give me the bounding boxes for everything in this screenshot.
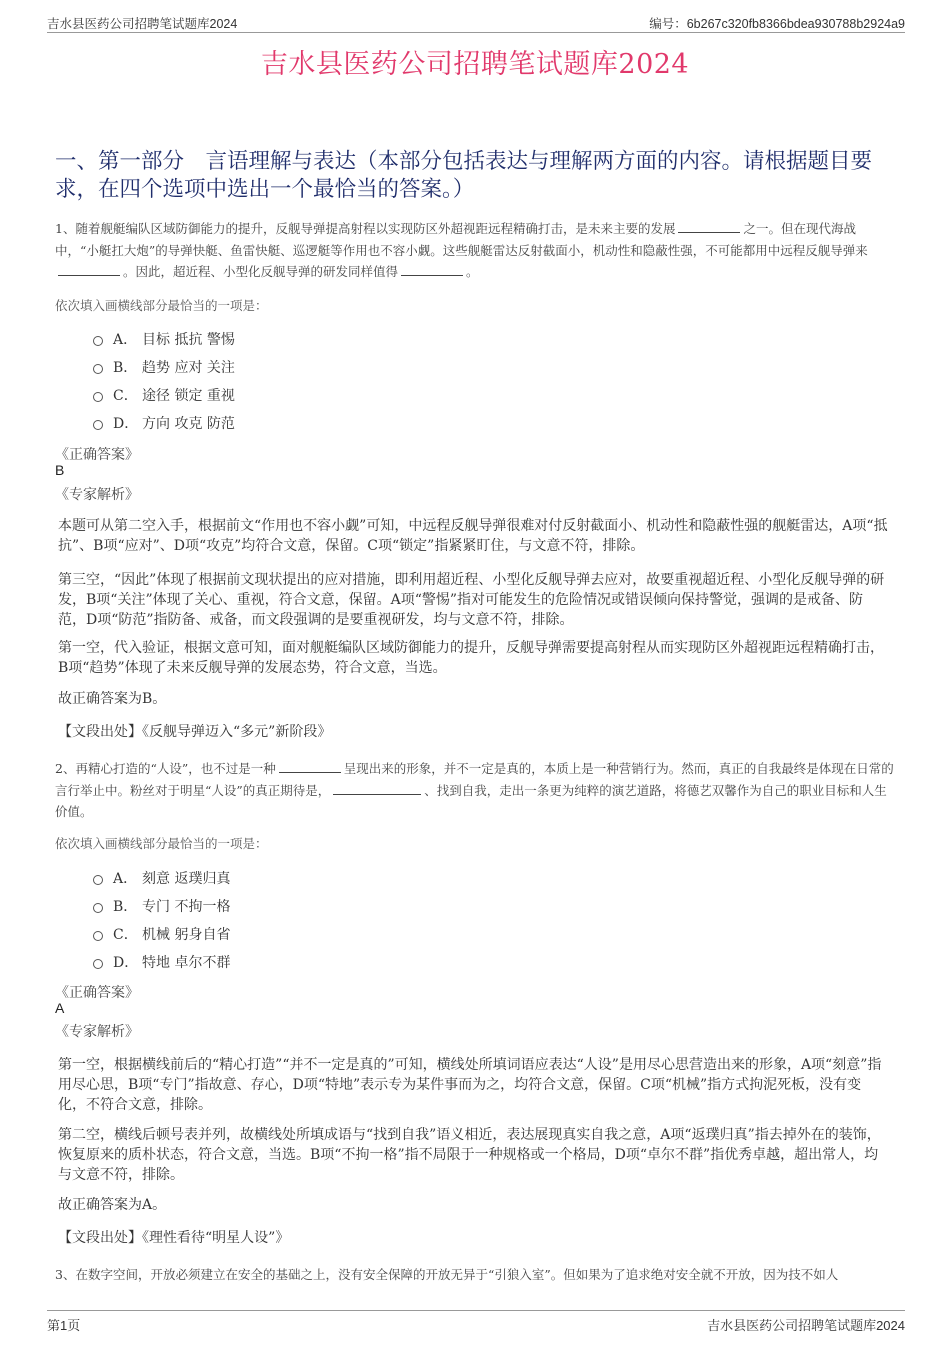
radio-icon[interactable] bbox=[93, 392, 103, 402]
q2-prompt: 依次填入画横线部分最恰当的一项是： bbox=[55, 836, 268, 851]
q2-analysis-label: 《专家解析》 bbox=[55, 1024, 139, 1040]
q2-part3: 、找到自我，走出一条更为纯粹的演艺道路，将德艺双馨作为自己的职业目标和人生价值。 bbox=[55, 782, 887, 819]
question-1-text bbox=[55, 218, 898, 283]
question-2-text bbox=[55, 758, 898, 823]
q2-analysis-para-2: 第二空，横线后顿号表并列，故横线处所填成语与“找到自我”语义相近，表达展现真实自我之意，A项“返璞归真”指去掉外在的装饰，恢复原来的质朴状态，符合文意，当选。B项“不拘一格”指不局限于一种规格或一个格局，D项“卓尔不群”指优秀卓越，超出常人，均与文意不符，排除。 bbox=[58, 1127, 881, 1183]
question-3-text: 3、在数字空间，开放必须建立在安全的基础之上，没有安全保障的开放无异于“引狼入室”。但如果为了追求绝对安全就不开放，因为技不如人 bbox=[55, 1267, 839, 1282]
q2-option-a[interactable]: A． 刻意 返璞归真 bbox=[93, 864, 230, 892]
q1-blank-3 bbox=[401, 263, 463, 276]
radio-icon[interactable] bbox=[93, 420, 103, 430]
q2-blank-1 bbox=[279, 760, 341, 773]
q2-options bbox=[93, 864, 230, 976]
header-left: 吉水县医药公司招聘笔试题库2024 bbox=[47, 17, 238, 31]
q1-options bbox=[93, 325, 235, 437]
q1-blank-2 bbox=[58, 263, 120, 276]
radio-icon[interactable] bbox=[93, 875, 103, 885]
page-header bbox=[47, 14, 905, 33]
page-number: 第1页 bbox=[47, 1318, 81, 1333]
q2-answer: A bbox=[55, 1000, 65, 1016]
radio-icon[interactable] bbox=[93, 931, 103, 941]
q1-answer: B bbox=[55, 462, 65, 478]
q1-part1: 1、随着舰艇编队区域防御能力的提升，反舰导弹提高射程以实现防区外超视距远程精确打击，是未来主要的发展 bbox=[55, 221, 676, 236]
radio-icon[interactable] bbox=[93, 364, 103, 374]
q2-source: 【文段出处】《理性看待“明星人设”》 bbox=[58, 1230, 290, 1246]
header-doc-id: 编号：6b267c320fb8366bdea930788b2924a9 bbox=[649, 17, 905, 31]
q1-analysis-para-2: 第三空，“因此”体现了根据前文现状提出的应对措施，即利用超近程、小型化反舰导弹去应对，故要重视超近程、小型化反舰导弹的研发，B项“关注”体现了关心、重视，符合文意，保留。A项“警惕”指对可能发生的危险情况或错误倾向保持警觉，强调的是戒备、防范，D项“防范”指防备、戒备，而文段强调的是要重视研发，均与文意不符，排除。 bbox=[58, 572, 885, 628]
q2-analysis-para-1: 第一空，根据横线前后的“精心打造”“并不一定是真的”可知，横线处所填词语应表达“人设”是用尽心思营造出来的形象，A项“刻意”指用尽心思，B项“专门”指故意、存心，D项“特地”表示专为某件事而为之，均符合文意，保留。C项“机械”指方式拘泥死板，没有变化，不符合文意，排除。 bbox=[58, 1057, 882, 1113]
radio-icon[interactable] bbox=[93, 959, 103, 969]
q2-answer-label: 《正确答案》 bbox=[55, 985, 139, 1001]
q1-option-c[interactable]: C． 途径 锁定 重视 bbox=[93, 381, 235, 409]
radio-icon[interactable] bbox=[93, 903, 103, 913]
q1-part2: 之一。但在现代海战中，“小艇扛大炮”的导弹快艇、鱼雷快艇、巡逻艇等作用也不容小觑。这些舰艇雷达反射截面小，机动性和隐蔽性强，不可能都用中远程反舰导弹来 bbox=[55, 221, 868, 258]
q2-part2: 呈现出来的形象，并不一定是真的，本质上是一种营销行为。然而，真正的自我最终是体现在日常的言行举止中。粉丝对于明星“人设”的真正期待是， bbox=[55, 761, 894, 798]
q1-part4: 。 bbox=[466, 264, 479, 279]
q2-option-b[interactable]: B． 专门 不拘一格 bbox=[93, 892, 230, 920]
q1-option-b[interactable]: B． 趋势 应对 关注 bbox=[93, 353, 235, 381]
q1-blank-1 bbox=[678, 220, 740, 233]
page-footer bbox=[47, 1310, 905, 1337]
q1-analysis-label: 《专家解析》 bbox=[55, 487, 139, 503]
q2-conclusion: 故正确答案为A。 bbox=[58, 1197, 167, 1213]
q2-blank-2 bbox=[333, 782, 421, 795]
q1-part3: 。因此，超近程、小型化反舰导弹的研发同样值得 bbox=[123, 264, 399, 279]
q1-option-d[interactable]: D． 方向 攻克 防范 bbox=[93, 409, 235, 437]
q1-answer-label: 《正确答案》 bbox=[55, 447, 139, 463]
q2-part1: 2、再精心打造的“人设”，也不过是一种 bbox=[55, 761, 276, 776]
q2-option-d[interactable]: D． 特地 卓尔不群 bbox=[93, 948, 230, 976]
page-title: 吉水县医药公司招聘笔试题库2024 bbox=[260, 49, 690, 80]
q1-conclusion: 故正确答案为B。 bbox=[58, 691, 167, 707]
q1-source: 【文段出处】《反舰导弹迈入“多元”新阶段》 bbox=[58, 724, 332, 740]
footer-title: 吉水县医药公司招聘笔试题库2024 bbox=[707, 1318, 905, 1333]
q2-option-c[interactable]: C． 机械 躬身自省 bbox=[93, 920, 230, 948]
q1-option-a[interactable]: A． 目标 抵抗 警惕 bbox=[93, 325, 235, 353]
section-heading: 一、第一部分 言语理解与表达（本部分包括表达与理解两方面的内容。请根据题目要求，在四个选项中选出一个最恰当的答案。） bbox=[55, 149, 873, 202]
radio-icon[interactable] bbox=[93, 336, 103, 346]
q1-analysis-para-3: 第一空，代入验证，根据文意可知，面对舰艇编队区域防御能力的提升，反舰导弹需要提高射程从而实现防区外超视距远程精确打击，B项“趋势”体现了未来反舰导弹的发展态势，符合文意，当选。 bbox=[58, 640, 884, 676]
q1-prompt: 依次填入画横线部分最恰当的一项是： bbox=[55, 298, 268, 313]
q1-analysis-para-1: 本题可从第二空入手，根据前文“作用也不容小觑”可知，中远程反舰导弹很难对付反射截面小、机动性和隐蔽性强的舰艇雷达，A项“抵抗”、B项“应对”、D项“攻克”均符合文意，保留。C项“锁定”指紧紧盯住，与文意不符，排除。 bbox=[58, 518, 888, 554]
